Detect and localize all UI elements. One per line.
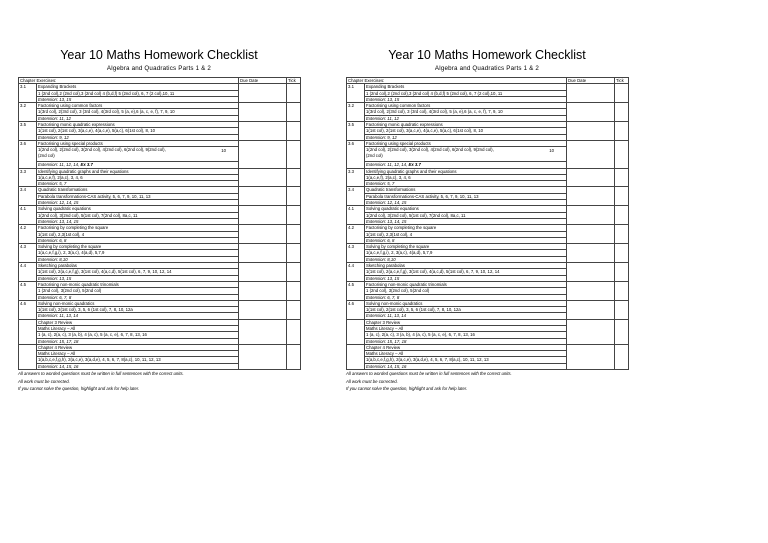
review-ext: Extension: 14, 15, 16 [365,363,567,369]
work-line: (2nd col) [366,152,383,158]
due-date-cell[interactable] [239,281,287,300]
section-work: 1(2nd col), 3(2nd col), 5(1st col), 7(2nd col), 8a,c, 11 [37,212,239,218]
section-title: Expanding Brackets [37,84,239,90]
section-title: Solving non-monic quadratics [365,300,567,306]
extension-bold: Ex 3.7 [80,162,93,168]
work-line: 1(2nd col), 2(2nd col), 3(2nd col), 4(2nd col), 6(2nd col), 9(2nd col), [366,147,494,153]
section-number: 4.4 [19,263,37,282]
section-title: Sketching parabolas [365,263,567,269]
section-work: Parabola transformations-CAS activity, 5, 6, 7, 9, 10, 11, 13 [365,193,567,199]
review-number-cell [19,319,37,344]
tick-cell[interactable] [287,168,301,187]
due-date-cell[interactable] [567,281,615,300]
tick-cell[interactable] [287,122,301,141]
header-tick: Tick [615,78,629,84]
header-due-date: Due Date [239,78,287,84]
section-title: Identifying quadratic graphs and their equations [37,168,239,174]
review-line1: Maths Literacy – All [37,351,239,357]
review-title: Chapter 3 Review [365,319,567,325]
due-date-cell[interactable] [567,300,615,319]
section-number: 4.1 [347,206,365,225]
footer-note: All work must be corrected. [18,378,70,384]
due-date-cell[interactable] [567,103,615,122]
due-date-cell[interactable] [239,84,287,103]
due-date-cell[interactable] [567,206,615,225]
review-line2: 1(a,b,c,e,f,g,h), 2(a,c,e), 3(a,d,e), 4, 5, 6, 7, 8(a,c), 10, 11, 12, 13 [365,357,567,363]
header-chapter: Chapter Exercises: [19,78,239,84]
extension-text: Extension: 13, 15 [366,96,400,102]
section-title: Factorising using common factors [37,103,239,109]
extension-text: Extension: 12, 14, 15 [366,200,407,206]
footer-notes [18,370,300,393]
section-work [365,147,567,162]
work-extra-number: 10 [221,148,226,154]
tick-cell[interactable] [615,140,629,168]
section-title: Solving by completing the square [37,244,239,250]
tick-cell[interactable] [287,225,301,244]
section-number: 3.6 [347,140,365,168]
extension-text: Extension: 11, 12 [366,115,399,121]
extension-text: Extension: 6, 7, 8 [366,294,400,300]
checklist-body [19,78,301,370]
tick-cell[interactable] [615,244,629,263]
section-title: Factorising non-monic quadratic trinomials [37,281,239,287]
extension-text: Extension: 13, 15 [38,96,72,102]
section-work: 1(3rd col), 2(3rd col), 3 (3rd col), 4(3rd col), 5 (a, e),6 (a, c, e, f), 7, 9, 10 [37,109,239,115]
section-title: Sketching parabolas [37,263,239,269]
checklist-page-left [18,48,300,393]
section-number: 4.2 [19,225,37,244]
section-number: 4.4 [347,263,365,282]
tick-cell[interactable] [615,206,629,225]
footer-notes [346,370,628,393]
section-number: 3.1 [19,84,37,103]
due-date-cell[interactable] [567,344,615,369]
section-title: Solving by completing the square [365,244,567,250]
section-title: Factorising monic quadratic expressions [365,122,567,128]
due-date-cell[interactable] [239,300,287,319]
section-number: 3.1 [347,84,365,103]
extension-text: Extension: 9, 12 [366,134,397,140]
due-date-cell[interactable] [239,344,287,369]
section-work: 1(a,c,e,f,g,i), 2, 3(a,c), 4(a,d), 5,7,9 [37,250,239,256]
work-line: (2nd col) [38,152,55,158]
section-work: Parabola transformations-CAS activity, 5, 6, 7, 9, 10, 11, 13 [37,193,239,199]
review-title: Chapter 4 Review [365,344,567,350]
extension-text: Extension: 6, 7, 8 [38,294,72,300]
checklist-table [18,77,301,370]
tick-cell[interactable] [287,319,301,344]
extension-text: Extension: 13, 15 [366,275,400,281]
section-work: 1 (2nd col), 3(2nd col), 5(2nd col) [37,288,239,294]
page-title: Year 10 Maths Homework Checklist [388,48,586,62]
footer-note: If you cannot solve the question, highlight and ask for help later. [18,386,140,392]
review-line1: Maths Literacy – All [365,351,567,357]
section-title: Quadratic transformations [365,187,567,193]
section-work: 1(a,c,e,f,g,i), 2, 3(a,c), 4(a,d), 5,7,9 [365,250,567,256]
extension-text: Extension: 11, 13, 14 [366,313,407,319]
tick-cell[interactable] [615,168,629,187]
section-number: 4.1 [19,206,37,225]
review-line2: 1(a,b,c,e,f,g,h), 2(a,c,e), 3(a,d,e), 4, 5, 6, 7, 8(a,c), 10, 11, 12, 13 [37,357,239,363]
extension-text: Extension: 11, 12, 14, [38,162,80,168]
footer-note: All answers to worded questions must be written in full sentences with the correct units. [346,371,512,377]
section-work: 1 (2nd col),2 (2nd col),3 (2nd col) 4 (b,d,f) 5 (2nd col), 6, 7 (2 col),10, 11 [37,90,239,96]
section-number: 3.2 [19,103,37,122]
tick-cell[interactable] [615,263,629,282]
extension-text: Extension: 11, 13, 14 [38,313,79,319]
tick-cell[interactable] [287,187,301,206]
section-title: Solving quadratic equations [365,206,567,212]
due-date-cell[interactable] [567,168,615,187]
due-date-cell[interactable] [567,263,615,282]
tick-cell[interactable] [287,206,301,225]
extension-text: Extension: 6, 8 [38,237,67,243]
section-title: Identifying quadratic graphs and their equations [365,168,567,174]
extension-text: Extension: 9, 12 [38,134,69,140]
section-number: 4.5 [347,281,365,300]
section-work: 1(a,c,e,f), 2(a,c), 3, 4, 6 [37,174,239,180]
tick-cell[interactable] [615,300,629,319]
section-number: 4.5 [19,281,37,300]
section-number: 3.6 [19,140,37,168]
section-work: 1(1st col), 2,3(1st col), 4 [37,231,239,237]
tick-cell[interactable] [615,225,629,244]
review-ext: Extension: 14, 15, 16 [37,363,239,369]
checklist-table [346,77,629,370]
section-number: 4.3 [347,244,365,263]
extension-text: Extension: 5, 7 [366,181,395,187]
extension-text: Extension: 13, 14, 15 [38,218,79,224]
section-number: 4.6 [19,300,37,319]
tick-cell[interactable] [287,344,301,369]
section-title: Expanding Brackets [365,84,567,90]
extension-bold: Ex 3.7 [408,162,421,168]
section-number: 3.4 [347,187,365,206]
section-title: Factorising monic quadratic expressions [37,122,239,128]
review-number-cell [19,344,37,369]
section-title: Quadratic transformations [37,187,239,193]
tick-cell[interactable] [287,140,301,168]
section-title: Solving quadratic equations [37,206,239,212]
section-work: 1(2nd col), 3(2nd col), 5(1st col), 7(2nd col), 8a,c, 11 [365,212,567,218]
due-date-cell[interactable] [239,319,287,344]
due-date-cell[interactable] [567,319,615,344]
section-work: 1(a,c,e,f), 2(a,c), 3, 4, 6 [365,174,567,180]
section-work: 1(3rd col), 2(3rd col), 3 (3rd col), 4(3rd col), 5 (a, e),6 (a, c, e, f), 7, 9, 10 [365,109,567,115]
page-subtitle: Algebra and Quadratics Parts 1 & 2 [434,65,540,72]
tick-cell[interactable] [287,281,301,300]
due-date-cell[interactable] [567,187,615,206]
tick-cell[interactable] [615,281,629,300]
work-extra-number: 10 [549,148,554,154]
header-due-date: Due Date [567,78,615,84]
tick-cell[interactable] [287,103,301,122]
due-date-cell[interactable] [239,225,287,244]
extension-text: Extension: 12, 14, 15 [38,200,79,206]
due-date-cell[interactable] [239,263,287,282]
section-work: 1(1st col), 2(1st col), 3(a,c,e), 4(a,c,e), 5(a,c), 6(1st col), 8, 10 [37,128,239,134]
due-date-cell[interactable] [239,187,287,206]
due-date-cell[interactable] [239,206,287,225]
section-number: 4.6 [347,300,365,319]
section-title: Factorising using common factors [365,103,567,109]
section-work: 1 (2nd col),2 (2nd col),3 (2nd col) 4 (b,d,f) 5 (2nd col), 6, 7 (2 col),10, 11 [365,90,567,96]
page-subtitle: Algebra and Quadratics Parts 1 & 2 [106,65,212,72]
tick-cell[interactable] [615,344,629,369]
tick-cell[interactable] [615,187,629,206]
section-title: Solving non-monic quadratics [37,300,239,306]
review-number-cell [347,344,365,369]
extension-text: Extension: 13, 15 [38,275,72,281]
section-work: 1(1st col), 2(a,c,e,f,g), 3(1st col), 4(a,c,d), 5(1st col), 6, 7, 9, 10, 12, 14 [365,269,567,275]
section-number: 3.3 [347,168,365,187]
review-number-cell [347,319,365,344]
tick-cell[interactable] [287,263,301,282]
checklist-body [347,78,629,370]
section-title: Factorising by completing the square [37,225,239,231]
section-work: 1(1st col), 2(1st col), 3, 5, 6 (1st col), 7, 8, 10, 12a [365,307,567,313]
section-work: 1 (2nd col), 3(2nd col), 5(2nd col) [365,288,567,294]
tick-cell[interactable] [287,244,301,263]
extension-text: Extension: 11, 12, 14, [366,162,408,168]
section-title: Factorising using special products [37,140,239,146]
section-title: Factorising by completing the square [365,225,567,231]
page-title: Year 10 Maths Homework Checklist [60,48,258,62]
footer-note: All work must be corrected. [346,378,398,384]
review-title: Chapter 3 Review [37,319,239,325]
extension-text: Extension: 6, 8 [366,237,395,243]
extension-text: Extension: 5, 7 [38,181,67,187]
section-work: 1(1st col), 2(a,c,e,f,g), 3(1st col), 4(a,c,d), 5(1st col), 6, 7, 9, 10, 12, 14 [37,269,239,275]
due-date-cell[interactable] [239,244,287,263]
section-number: 3.5 [19,122,37,141]
header-chapter: Chapter Exercises: [347,78,567,84]
tick-cell[interactable] [287,84,301,103]
section-title: Factorising non-monic quadratic trinomials [365,281,567,287]
review-title: Chapter 4 Review [37,344,239,350]
review-ext: Extension: 15, 17, 18 [365,338,567,344]
review-line2: 1 (a, c), 2(a, c), 3 (a, b), 4 (a, c), 5 (a, c, e), 6, 7, 8, 13, 16 [365,332,567,338]
review-ext: Extension: 15, 17, 18 [37,338,239,344]
due-date-cell[interactable] [239,168,287,187]
review-line1: Maths Literacy – All [37,325,239,331]
footer-note: If you cannot solve the question, highlight and ask for help later. [346,386,468,392]
due-date-cell[interactable] [239,140,287,168]
checklist-page-right [346,48,628,393]
footer-note: All answers to worded questions must be written in full sentences with the correct units. [18,371,184,377]
tick-cell[interactable] [615,319,629,344]
tick-cell[interactable] [287,300,301,319]
section-number: 4.2 [347,225,365,244]
section-work: 1(1st col), 2(1st col), 3, 5, 6 (1st col), 7, 8, 10, 12a [37,307,239,313]
review-line1: Maths Literacy – All [365,325,567,331]
header-tick: Tick [287,78,301,84]
due-date-cell[interactable] [239,122,287,141]
due-date-cell[interactable] [567,84,615,103]
section-number: 3.3 [19,168,37,187]
section-work: 1(1st col), 2(1st col), 3(a,c,e), 4(a,c,e), 5(a,c), 6(1st col), 8, 10 [365,128,567,134]
review-line2: 1 (a, c), 2(a, c), 3 (a, b), 4 (a, c), 5 (a, c, e), 6, 7, 8, 13, 16 [37,332,239,338]
section-work [37,147,239,162]
section-number: 3.4 [19,187,37,206]
extension-text: Extension: 8,10 [38,256,68,262]
section-number: 4.3 [19,244,37,263]
due-date-cell[interactable] [567,122,615,141]
extension-text: Extension: 11, 12 [38,115,71,121]
work-line: 1(2nd col), 2(2nd col), 3(2nd col), 4(2nd col), 6(2nd col), 9(2nd col), [38,147,166,153]
due-date-cell[interactable] [239,103,287,122]
section-title: Factorising using special products [365,140,567,146]
due-date-cell[interactable] [567,244,615,263]
tick-cell[interactable] [615,122,629,141]
section-number: 3.5 [347,122,365,141]
due-date-cell[interactable] [567,225,615,244]
extension-text: Extension: 8,10 [366,256,396,262]
tick-cell[interactable] [615,103,629,122]
section-work: 1(1st col), 2,3(1st col), 4 [365,231,567,237]
tick-cell[interactable] [615,84,629,103]
section-number: 3.2 [347,103,365,122]
due-date-cell[interactable] [567,140,615,168]
extension-text: Extension: 13, 14, 15 [366,218,407,224]
